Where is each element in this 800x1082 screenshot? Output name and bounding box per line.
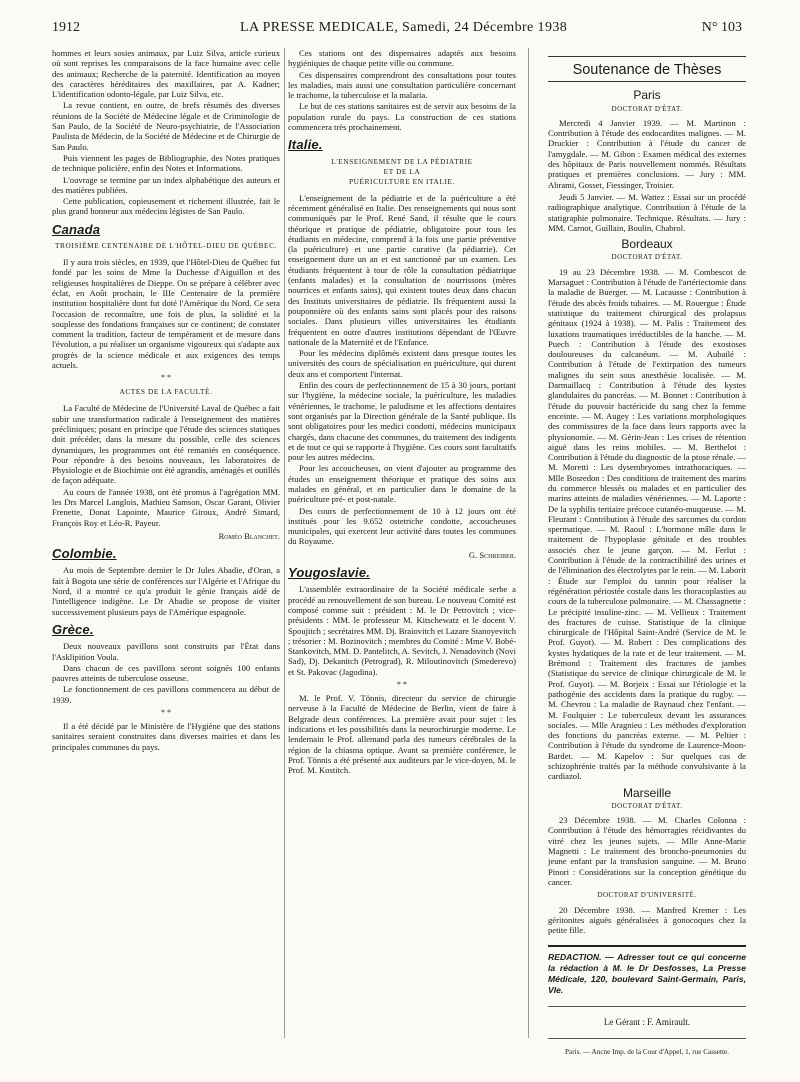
city-heading-paris: Paris xyxy=(633,88,661,103)
paragraph: Puis viennent les pages de Bibliographie, des Notes pratiques de technique policière, enfin des Notes et Informations. xyxy=(52,152,280,174)
paragraph: L'assemblée extraordinaire de la Société médicale serbe a procédé au renouvellement de son bureau. Le nouveau Comité est composé comme suit : président : M. le Dr Petrovitch ; vice-présidents : MM. le professeur M. Kitschewatz et le docent V. Spoujitch ; secrétaires MM. Dj. Braiovitch et Lazare Stanoyevitch ; trésorier : M. Bozinovitch ; membres du Comité : Mme V. Bobé-Stankovitch, MM. D. Pantelitch, A. Sevitch, J. Nenadovitch (Novi Sad), Dj. Dekanitch (Petrograd), R. Miloutinovitch (Smederevo) et St. Pakovac (Jagodina). xyxy=(288,584,516,677)
separator-stars: * * xyxy=(161,373,171,383)
degree-label: DOCTORAT D'ÉTAT. xyxy=(611,801,683,810)
paragraph: Au mois de Septembre dernier le Dr Jules Abadie, d'Oran, a fait à Bogota une série de conférences sur l'Algérie et l'Afrique du Nord, il a montré ce qu'a produit le génie français aidé de l'intelligence indigène. Le Dr Abadie se propose de visiter successivement plusieurs pays de l'Amérique espagnole. xyxy=(52,565,280,617)
paragraph: Cette publication, copieusement et richement illustrée, fait le plus grand honneur aux médecins légistes de San Paulo. xyxy=(52,196,280,217)
paragraph: Ces stations ont des dispensaires adaptés aux besoins hygiéniques de chaque petite ville ou commune. xyxy=(288,48,516,69)
city-heading-marseille: Marseille xyxy=(622,785,671,800)
subheading-line: L'ENSEIGNEMENT DE LA PÉDIATRIE xyxy=(331,156,473,166)
paragraph: Il y aura trois siècles, en 1939, que l'Hôtel-Dieu de Québec fut fondé par les soins de Mme la Duchesse d'Aiguillon et des religieuses hospitalières de Dieppe. On se prépare à célébrer avec éclat, en Août prochain, le IIIe Centenaire de la première institution hospitalière dont fut doté l'Amérique du Nord. Ce sera l'occasion de reconnaître, une fois de plus, la solidité et la souplesse des fondations françaises sur ce continent; de constater comment la tradition, facteur de tempérament et de mesure dans l'évolution, a pu réaliser un organisme vigoureux qui s'adapte aux progrès de la science médicale et aux exigences des temps actuels. xyxy=(52,257,280,371)
printer-line: Paris. — Ancne Imp. de la Cour d'Appel, 1, rue Cassette. xyxy=(565,1047,729,1056)
degree-label: DOCTORAT D'ÉTAT. xyxy=(611,253,683,262)
section-heading-canada: Canada xyxy=(52,221,101,237)
section-heading-yougoslavie: Yougoslavie. xyxy=(288,565,371,581)
thesis-entry: 19 au 23 Décembre 1938. — M. Combescot de Marsaguet : Contribution à l'étude de l'artériectomie dans la maladie de Buerger. — M. Lacausse : Contribution à l'étude des abcès froids tubaires. — M. Rouergue : Étude statistique du traitement chirurgical des prolapsus génitaux (1924 à 1938). — M. Palis : Traitement des luxations traumatiques irréductibles de la hanche. — M. Puech : Contribution à l'étude des exostoses douloureuses du calcanéum. — M. Aubailé : Contribution à l'étude de l'extirpation des tumeurs malignes du sein sous anesthésie localisée. — M. Darmaillacq : Contribution à l'étude des kystes glandulaires du pancréas. — M. Bonnet : Contribution à l'étude du pouvoir bactéricide du sang chez la femme enceinte. — M. Augey : Les variations morphologiques des commissures de la face dans leurs rapports avec la physionomie. — M. Gérin-Jean : Les crises de rétention aiguë dans les reins mobiles. — M. Berthelot : Contribution à l'étude du diagnostic de la ptose rénale. — M. Moretti : Les dysembryomes intrathoraciques. — Mlle Bosredon : Des conditions de traitement des marins du commerce blessés ou malades et en particulier des marins atteints de maladies vénériennes. — M. Laporte : De la syphilis tertiaire précoce cutanéo-muqueuse. — M. Fleurant : Contribution à l'étude des sarcomes du cordon spermatique. — M. Raoul : L'hormone mâle dans le traitement de l'hypoplasie génitale et des troubles associés chez le jeune garçon. — M. Ferlut : Contribution à l'étude de la contractibilité des urines et de l'élimination des électrolytes par le rein. — M. Laborit : Étude sur l'emploi du tannin pour réaliser la régénération périostée costale dans les thoracoplasties au cours de la tuberculose pulmonaire. — M. Chassagnette : Le précipité insuline-zinc. — M. Vellieux : Traitement des fractures de cuisse. Statistique de la clinique chirurgicale de l'Hôpital Saint-André (Service de M. le Prof. Guyot). — M. Robert : Des complications des kystes hydatiques de la rate et de leur traitement. — M. Brémond : Traitement des fractures de jambes (Statistique du service de clinique chirurgicale de M. le Prof. Guyot). — M. Borjeix : Essai sur l'étiologie et la pathogénie des accidents dans la pratique du rugby. — M. Chevrou : La maladie de Raynaud chez l'enfant. — M. Foulquier : Le tuberculeux devant les assurances sociales. — Mlle Aragnieu : Les méthodes d'exploration des fonctions du pancréas externe. — M. Peltier : Contribution à l'étude du syndrome de Laurence-Moon-Bardet. — M. Kapelov : Sur quelques cas de schizophrénie traités par la méthode convulsivante à la cardiazol. xyxy=(548,266,746,782)
paragraph: Des cours de perfectionnement de 10 à 12 jours ont été institués pour les 9.652 ostetriche condotte, accoucheuses municipales, qui exercent leur activité dans toutes les communes du Royaume. xyxy=(288,505,516,547)
subheading: ACTES DE LA FACULTÉ. xyxy=(119,387,213,397)
issue-date: Samedi, 24 Décembre 1938 xyxy=(402,20,568,35)
gerant-line: Le Gérant : F. Amirault. xyxy=(548,1006,746,1038)
journal-title xyxy=(240,20,567,36)
separator-stars: * * xyxy=(397,680,407,690)
author-signature: G. Schreiber. xyxy=(468,549,516,560)
column-rule xyxy=(528,48,529,1038)
city-heading-bordeaux: Bordeaux xyxy=(621,237,673,252)
redaction-notice: REDACTION. — Adresser tout ce qui concerne la rédaction à M. le Dr Desfosses, La Presse Médicale, 120, boulevard Saint-Germain, Paris, VIe. xyxy=(548,945,746,996)
column-rule xyxy=(284,48,285,1038)
paragraph: La Faculté de Médecine de l'Université Laval de Québec a fait subir une transformation radicale à l'enseignement des matières précliniques; posant en principe que l'étude des sciences statiques doit précéder, dans la mesure du possible, celle des sciences dynamiques, les programmes ont été remaniés en conséquence. Pour répondre à des besoins nouveaux, les laboratoires de Physiologie et de Biochimie ont été agrandis, aménagés et outillés de façon adéquate. xyxy=(52,403,280,486)
thesis-entry: 20 Décembre 1938. — Manfred Kremer : Les géritonites aiguës généralisées à gonocoques chez la petite fille. xyxy=(548,904,746,936)
paragraph: L'ouvrage se termine par un index alphabétique des auteurs et des matières publiées. xyxy=(52,174,280,195)
thesis-entry: 23 Décembre 1938. — M. Charles Colonna : Contribution à l'étude des hémorragies récidivantes du vitré chez les jeunes sujets. — Mlle Anne-Marie Magnetti : Le traitement des broncho-pneumonies du jeune enfant par la transfusion sanguine. — M. Bruno Pinori : Considérations sur la conception génétique du cancer. xyxy=(548,815,746,887)
paragraph: Dans chacun de ces pavillons seront soignés 100 enfants pauvres atteints de tuberculose osseuse. xyxy=(52,662,280,684)
paragraph: L'enseignement de la pédiatrie et de la puériculture a été récemment généralisé en Italie. Des renseignements qui nous sont communiqués par le Prof. René Sand, il résulte que le cours théorique et pratique de pédiatrie, obligatoire pour tous les étudiants en médecine, comprend à la fois une partie préventive (la puériculture) et une partie curative (la pédiatrie). Cet enseignement dure un an et est sanctionné par un examen. Les étudiants fréquentent à tour de rôle la consultation pédiatrique (enfants malades) et la consultation de nourrissons (mères nourrices et enfants sains), qui existent toutes deux dans chacun des Instituts universitaires de pédiatrie. Ils fréquentent aussi la pouponnière où des enfants sains sont placés pour des raisons sociales. Dans plusieurs villes universitaires les étudiants fréquentent en outre d'autres institutions dépendant de l'Œuvre nationale de la Maternité et de l'Enfance. xyxy=(288,192,516,347)
paragraph: Deux nouveaux pavillons sont construits par l'État dans l'Asklipition Voula. xyxy=(52,641,280,662)
column-1 xyxy=(52,48,280,1058)
paragraph: La revue contient, en outre, de brefs résumés des diverses réunions de la Société de Médecine légale et de Criminologie de San Paulo, de la Société de Neuro-psychiatrie, de l'Association Paulista de Médecin, de la Société de Médecine et de Chirurgie de San Paulo. xyxy=(52,100,280,152)
subheading xyxy=(288,157,516,187)
degree-label: DOCTORAT D'UNIVERSITÉ. xyxy=(597,891,697,900)
thesis-entry: Jeudi 5 Janvier. — M. Wattez : Essai sur un procédé radiographique analytique. Contribution à l'étude de la statigraphie pulmonaire. Technique. Résultats. — Jury : MM. Carnot, Guillain, Boulin, Chabrol. xyxy=(548,191,746,233)
paragraph: M. le Prof. V. Tönnis, directeur du service de chirurgie nerveuse à la Faculté de Médecine de Berlin, vient de faire à Belgrade deux conférences. La première avait pour sujet : les indications et les possibilités dans la neurochirurgie moderne. Le lendemain le Prof. allemand parla des tumeurs cérébrales de la région de la chiasma optique. Avant sa première conférence, le Prof. Tönnis a été présenté aux auditeurs par le vice-doyen, M. le Prof. M. Kostitch. xyxy=(288,693,516,776)
subheading-line: ET DE LA xyxy=(383,166,421,176)
section-heading-colombie: Colombie. xyxy=(52,546,117,562)
journal-name: LA PRESSE MEDICALE, xyxy=(240,20,399,35)
section-heading-italie: Italie. xyxy=(288,137,323,153)
column-2 xyxy=(288,48,516,1058)
issue-number: N° 103 xyxy=(701,20,742,35)
author-signature: Roméo Blanchet. xyxy=(218,530,280,541)
page-number: 1912 xyxy=(52,20,80,35)
section-heading-grece: Grèce. xyxy=(52,621,94,637)
page-header xyxy=(52,20,742,40)
subheading: TROISIÈME CENTENAIRE DE L'HÔTEL-DIEU DE QUÉBEC. xyxy=(54,241,278,251)
section-title-theses: Soutenance de Thèses xyxy=(548,56,746,82)
paragraph: Pour les accoucheuses, on vient d'ajouter au programme des études un enseignement théorique et pratique des soins aux malades en général, et en particulier dans le domaine de la puériculture pré- et post-natale. xyxy=(288,463,516,505)
paragraph: hommes et leurs sosies animaux, par Luiz Silva, article curieux où sont reprises les comparaisons de la face humaine avec celle des animaux; Recherche de la paternité. Identification au moyen des caractères héréditaires des maxillaires, par A. Kadner; L'identification odonto-légale, par Luiz Silva, etc. xyxy=(52,48,280,100)
degree-label: DOCTORAT D'ÉTAT. xyxy=(611,104,683,113)
thesis-entry: Mercredi 4 Janvier 1939. — M. Martinon : Contribution à l'étude des endocardites malignes. — M. Druckier : Contribution à l'étude du cancer de l'amygdale. — M. Gibon : Examen médical des externes des hôpitaux de Paris nouvellement nommés. Résultats pratiques et premières conclusions. — Jury : MM. Abrami, Gosset, Fiessinger, Troisier. xyxy=(548,117,746,190)
paragraph: Le but de ces stations sanitaires est de servir aux besoins de la population rurale du pays. La construction de ces stations commencera très prochainement. xyxy=(288,101,516,133)
paragraph: Il a été décidé par le Ministère de l'Hygiène que des stations sanitaires seraient construites dans diverses mairies et dans les principales communes du pays. xyxy=(52,721,280,752)
paragraph: Au cours de l'année 1938, ont été promus à l'agrégation MM. les Drs Marcel Langlois, Mathieu Samson, Oscar Garant, Olivier Frenette, Donat Lapointe, Maurice Giroux, André Simard, François Roy et Léo-R. Payeur. xyxy=(52,486,280,528)
subheading-line: PUÉRICULTURE EN ITALIE. xyxy=(349,176,455,186)
paragraph: Ces dispensaires comprendront des consultations pour toutes les maladies, mais aussi une consultation particulière concernant le trachome, la tuberculose et la malaria. xyxy=(288,69,516,101)
column-3 xyxy=(548,48,746,1058)
separator-stars: * * xyxy=(161,708,171,718)
paragraph: Le fonctionnement de ces pavillons commencera au début de 1939. xyxy=(52,684,280,705)
paragraph: Enfin des cours de perfectionnement de 15 à 30 jours, portant sur l'hygiène, la médecine sociale, la puériculture, les maladies vénériennes, le trachome, le paludisme et les affections dentaires sont organisés par la Direction générale de la Santé publique. Ils sont obligatoires pour les medici condotti, médecins municipaux chargés, dans chacune des communes, du traitement des indigents et de tout ce qui se rapporte à l'hygiène. Ces cours sont facultatifs pour les autres médecins. xyxy=(288,380,516,463)
paragraph: Pour les médecins diplômés existent dans presque toutes les universités des cours de spécialisation en puériculture, qui durent deux ans et comportent l'internat. xyxy=(288,348,516,379)
